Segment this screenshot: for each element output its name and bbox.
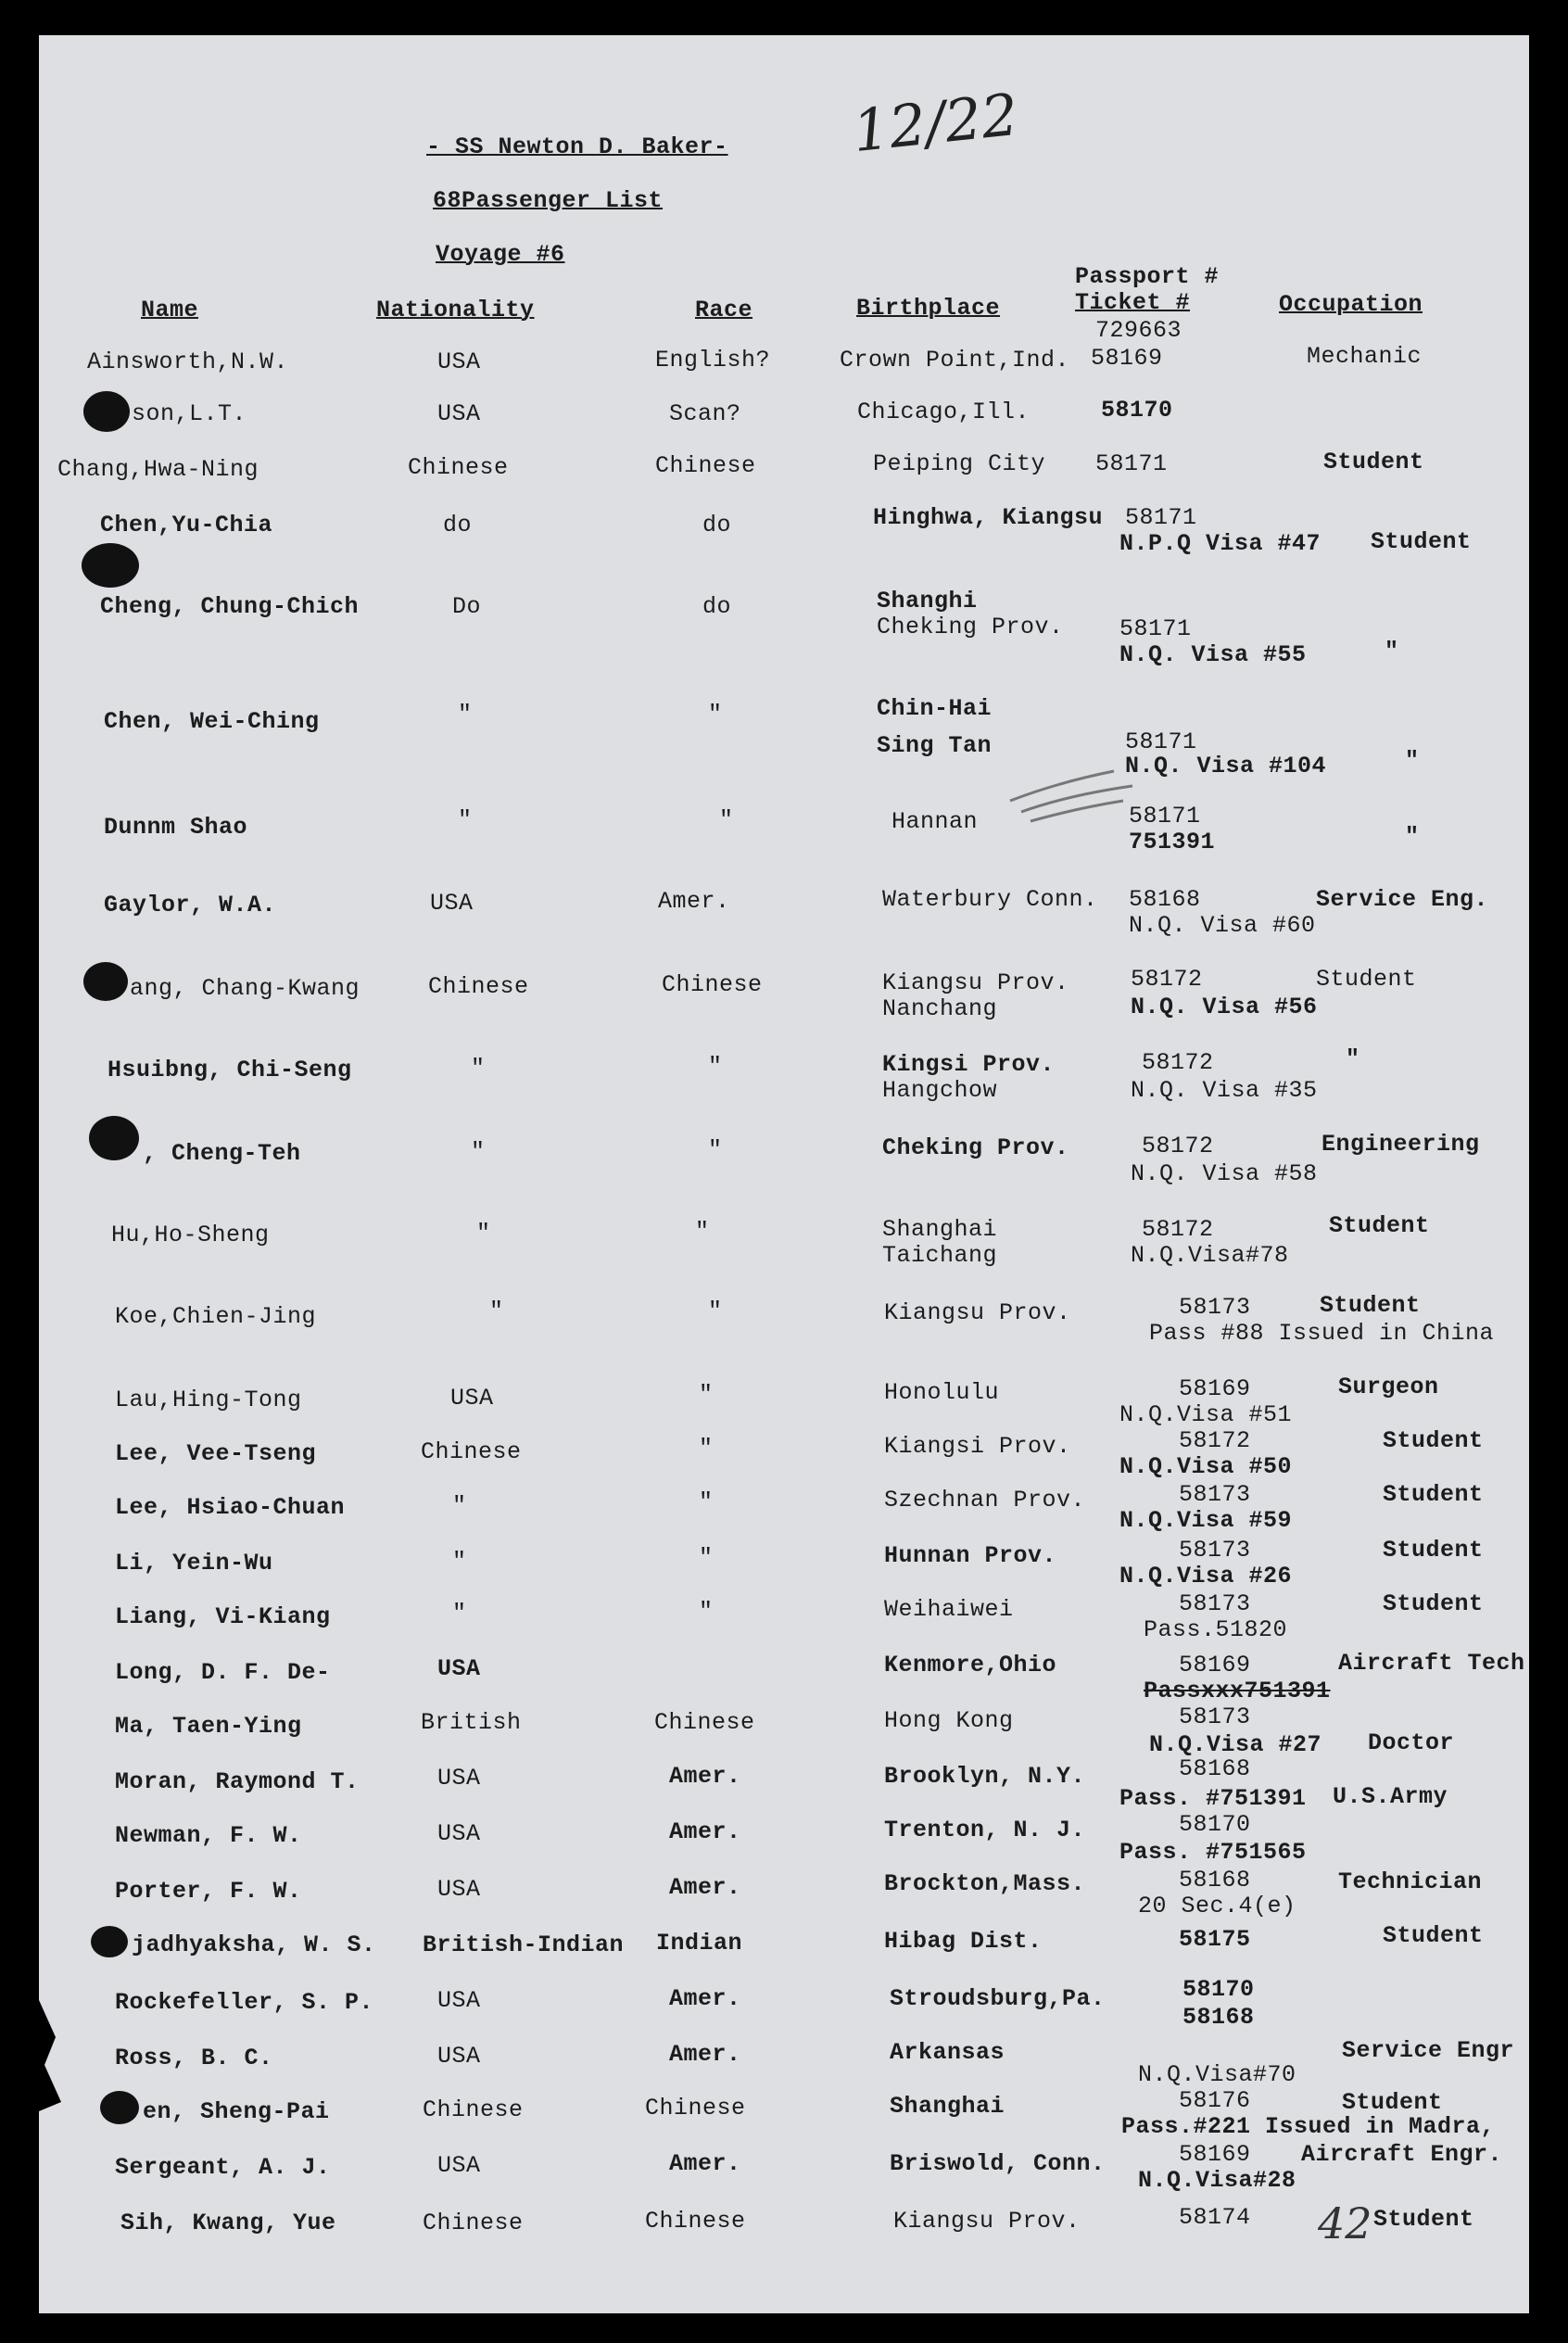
occupation: Service Eng. [1316,886,1489,913]
birthplace: Hinghwa, Kiangsu [873,504,1104,531]
passport: N.P.Q Visa #47 [1119,530,1321,557]
occupation: Aircraft Tech [1338,1650,1525,1677]
nationality: USA [430,890,474,917]
race: Amer. [669,1874,741,1901]
race: " [699,1381,714,1408]
passport: 58168 [1179,1867,1251,1893]
occupation: Student [1329,1212,1430,1239]
col-birthplace: Birthplace [856,295,1001,322]
passenger-name: Moran, Raymond T. [115,1768,360,1795]
occupation: " [1346,1045,1360,1072]
birthplace: Hibag Dist. [884,1928,1043,1955]
passport: 58172 [1179,1427,1251,1454]
race: Indian [656,1930,743,1957]
passport: 58170 [1182,1976,1255,2003]
birthplace: Brockton,Mass. [884,1870,1086,1897]
passenger-name: Gaylor, W.A. [104,892,277,918]
passport: Pass.#221 Issued in Madra, [1121,2113,1496,2140]
passport: 58172 [1142,1133,1214,1159]
nationality: USA [437,1820,481,1847]
passenger-name: Ross, B. C. [115,2045,273,2071]
race: Amer. [669,1763,741,1790]
race: " [708,1298,723,1324]
nationality: " [458,701,473,728]
nationality: " [452,1548,467,1575]
passenger-name: Dunnm Shao [104,814,248,841]
ink-blot [91,1926,128,1957]
nationality: " [471,1055,486,1082]
col-occupation: Occupation [1279,291,1423,318]
passport: N.Q. Visa #35 [1131,1077,1318,1104]
birthplace: Crown Point,Ind. [840,347,1070,374]
race: " [699,1544,714,1571]
occupation: Mechanic [1307,343,1423,370]
race: Amer. [669,2150,741,2177]
birthplace: Kiangsu Prov. [884,1299,1071,1326]
passport: N.Q. Visa #56 [1131,994,1318,1020]
passport: 58171 [1125,504,1197,531]
passport: 729663 [1095,317,1182,344]
birthplace: Chin-Hai [877,695,993,722]
race: " [708,1136,723,1163]
nationality: Do [452,593,482,620]
nationality: " [476,1220,491,1247]
passenger-name: Li, Yein-Wu [115,1550,273,1577]
ink-blot [82,543,139,588]
ship-title: - SS Newton D. Baker- [426,133,728,160]
birthplace: Hong Kong [884,1707,1014,1734]
passport: 58173 [1179,1537,1251,1564]
race: " [695,1218,710,1245]
voyage-title: Voyage #6 [436,241,565,268]
passport: 58172 [1131,966,1203,993]
race: do [702,512,732,538]
passport: Pass. #751565 [1119,1839,1307,1866]
col-nationality: Nationality [376,297,535,323]
race: Amer. [669,2041,741,2068]
nationality: USA [437,1765,481,1792]
birthplace: Waterbury Conn. [882,886,1098,913]
passport: 58173 [1179,1294,1251,1321]
passport: 58174 [1179,2204,1251,2231]
passenger-name: Hu,Ho-Sheng [111,1222,270,1248]
occupation: Technician [1338,1868,1483,1895]
list-title: 68Passenger List [433,187,664,214]
passport: N.Q.Visa #26 [1119,1563,1293,1589]
race: English? [655,347,771,374]
passenger-name: Chen, Wei-Ching [104,708,320,735]
race: " [719,806,734,833]
nationality: " [458,806,473,833]
birthplace: Brooklyn, N.Y. [884,1763,1086,1790]
occupation: Student [1373,2206,1474,2233]
passport: 58171 [1125,728,1197,755]
passenger-name: Long, D. F. De- [115,1659,331,1686]
passenger-name: , Cheng-Teh [143,1140,301,1167]
passport: N.Q.Visa#70 [1138,2061,1296,2088]
passenger-name: Sergeant, A. J. [115,2154,331,2181]
race: do [702,593,732,620]
passport: Pass. #751391 [1119,1785,1307,1812]
race: " [699,1598,714,1625]
nationality: Chinese [423,2210,524,2236]
passenger-name: Liang, Vi-Kiang [115,1603,331,1630]
passenger-name: son,L.T. [132,400,247,427]
passport: 58168 [1179,1755,1251,1782]
nationality: Chinese [408,454,509,481]
occupation: Doctor [1368,1729,1455,1756]
passport: N.Q. Visa #104 [1125,753,1327,779]
passenger-name: Hsuibng, Chi-Seng [107,1057,352,1083]
passenger-name: Ma, Taen-Ying [115,1713,302,1740]
nationality: USA [437,2043,481,2070]
passenger-name: ang, Chang-Kwang [130,975,360,1002]
race: " [699,1488,714,1515]
passport: 58175 [1179,1926,1251,1953]
birthplace: Kenmore,Ohio [884,1652,1057,1678]
birthplace: Chicago,Ill. [857,399,1031,425]
passport: 58173 [1179,1590,1251,1617]
passenger-name: en, Sheng-Pai [143,2098,330,2125]
nationality: USA [437,1655,481,1682]
passport: N.Q. Visa #58 [1131,1160,1318,1187]
passenger-name: Newman, F. W. [115,1822,302,1849]
passport: 58168 [1182,2004,1255,2031]
birthplace: Stroudsburg,Pa. [890,1985,1106,2012]
passport: N.Q.Visa #51 [1119,1401,1293,1428]
ink-blot [89,1116,139,1160]
race: Chinese [654,1709,755,1736]
birthplace: Shanghai [882,1216,998,1243]
birthplace: Kiangsu Prov. [882,969,1069,996]
occupation: Student [1383,1481,1484,1508]
birthplace: Weihaiwei [884,1596,1014,1623]
birthplace: Hangchow [882,1077,998,1104]
birthplace: Szechnan Prov. [884,1487,1086,1513]
passport: N.Q. Visa #60 [1129,912,1316,939]
race: " [708,701,723,728]
race: " [708,1053,723,1080]
birthplace: Nanchang [882,995,998,1022]
passenger-name: Lee, Hsiao-Chuan [115,1494,346,1521]
passenger-name: Sih, Kwang, Yue [120,2210,336,2236]
birthplace: Cheking Prov. [882,1134,1069,1161]
passport: 751391 [1129,829,1216,855]
occupation: U.S.Army [1333,1783,1448,1810]
occupation: Student [1320,1292,1421,1319]
passport: 58172 [1142,1049,1214,1076]
pencil-scribble [1003,764,1142,829]
nationality: USA [437,1987,481,2014]
birthplace: Arkansas [890,2039,1005,2066]
passport: 58169 [1091,345,1163,372]
race: Amer. [669,1818,741,1845]
birthplace: Kiangsu Prov. [893,2208,1081,2235]
passport: N.Q.Visa#78 [1131,1242,1289,1269]
passport: 58169 [1179,1375,1251,1402]
nationality: British [421,1709,522,1736]
passenger-name: Rockefeller, S. P. [115,1989,374,2016]
passport: 58169 [1179,1652,1251,1678]
col-passport: Passport # [1075,263,1220,290]
passport: 58170 [1179,1811,1251,1838]
ink-blot [100,2091,139,2124]
birthplace: Hunnan Prov. [884,1542,1057,1569]
passenger-name: Chang,Hwa-Ning [57,456,259,483]
birthplace: Sing Tan [877,732,993,759]
nationality: USA [450,1385,494,1412]
page-number: 42 [1318,2198,1372,2248]
race: Chinese [645,2208,746,2235]
occupation: Student [1323,449,1424,475]
nationality: do [443,512,473,538]
passport: N.Q.Visa #59 [1119,1507,1293,1534]
birthplace: Briswold, Conn. [890,2150,1106,2177]
race: " [699,1435,714,1462]
passport: N.Q.Visa #27 [1149,1731,1322,1758]
passenger-name: Chen,Yu-Chia [100,512,273,538]
birthplace: Cheking Prov. [877,614,1064,640]
passport: 58171 [1095,450,1168,477]
occupation: Student [1371,528,1472,555]
passport: 58172 [1142,1216,1214,1243]
nationality: " [471,1138,486,1165]
birthplace: Kiangsi Prov. [884,1433,1071,1460]
nationality: British-Indian [423,1931,625,1958]
handwritten-date: 12/22 [849,80,1022,166]
passport: 58169 [1179,2141,1251,2168]
passport: N.Q.Visa#28 [1138,2167,1296,2194]
nationality: USA [437,348,481,375]
nationality: USA [437,1876,481,1903]
occupation: " [1405,823,1420,850]
occupation: Engineering [1321,1131,1480,1158]
col-ticket: Ticket # [1075,289,1191,316]
passport: 58173 [1179,1703,1251,1730]
document-page [39,35,1529,2313]
passport: 58171 [1119,615,1192,642]
birthplace: Honolulu [884,1379,1000,1406]
passport: 20 Sec.4(e) [1138,1893,1296,1919]
ink-blot [83,962,128,1001]
nationality: " [489,1298,504,1324]
race: Scan? [669,400,741,427]
passenger-name: jadhyaksha, W. S. [132,1931,376,1958]
passport: 58171 [1129,803,1201,830]
birthplace: Kingsi Prov. [882,1051,1056,1078]
passenger-name: Lee, Vee-Tseng [115,1440,317,1467]
ink-blot [83,391,130,432]
passenger-name: Lau,Hing-Tong [115,1387,302,1413]
occupation: Student [1342,2089,1443,2116]
occupation: " [1385,638,1399,665]
passport: 58173 [1179,1481,1251,1508]
col-race: Race [695,297,753,323]
col-name: Name [141,297,199,323]
nationality: Chinese [428,973,529,1000]
passport: Pass.51820 [1144,1616,1288,1643]
occupation: Student [1383,1537,1484,1564]
passport: N.Q. Visa #55 [1119,641,1307,668]
race: Amer. [669,1985,741,2012]
nationality: Chinese [423,2096,524,2123]
race: Amer. [658,888,730,915]
occupation: Student [1383,1427,1484,1454]
occupation: Service Engr [1342,2037,1515,2064]
passport: N.Q.Visa #50 [1119,1453,1293,1480]
occupation: " [1405,747,1420,774]
nationality: " [452,1492,467,1519]
passport: Pass #88 Issued in China [1149,1320,1495,1347]
passport: 58170 [1101,397,1173,424]
birthplace: Trenton, N. J. [884,1817,1086,1843]
passport: 58176 [1179,2087,1251,2114]
torn-edge [39,2000,76,2111]
birthplace: Shanghai [890,2093,1005,2120]
race: Chinese [662,971,763,998]
passenger-name: Ainsworth,N.W. [87,348,289,375]
passenger-name: Cheng, Chung-Chich [100,593,360,620]
birthplace: Peiping City [873,450,1046,477]
passenger-name: Porter, F. W. [115,1878,302,1905]
nationality: USA [437,2152,481,2179]
occupation: Surgeon [1338,1374,1439,1400]
birthplace: Taichang [882,1242,998,1269]
nationality: " [452,1600,467,1627]
passenger-name: Koe,Chien-Jing [115,1303,317,1330]
nationality: USA [437,400,481,427]
struck-entry: Passxxx751391 [1144,1678,1331,1704]
occupation: Student [1383,1922,1484,1949]
birthplace: Shanghi [877,588,978,614]
passport: 58168 [1129,886,1201,913]
race: Chinese [645,2095,746,2121]
nationality: Chinese [421,1438,522,1465]
occupation: Student [1316,966,1417,993]
occupation: Aircraft Engr. [1301,2141,1503,2168]
birthplace: Hannan [891,808,979,835]
occupation: Student [1383,1590,1484,1617]
race: Chinese [655,452,756,479]
